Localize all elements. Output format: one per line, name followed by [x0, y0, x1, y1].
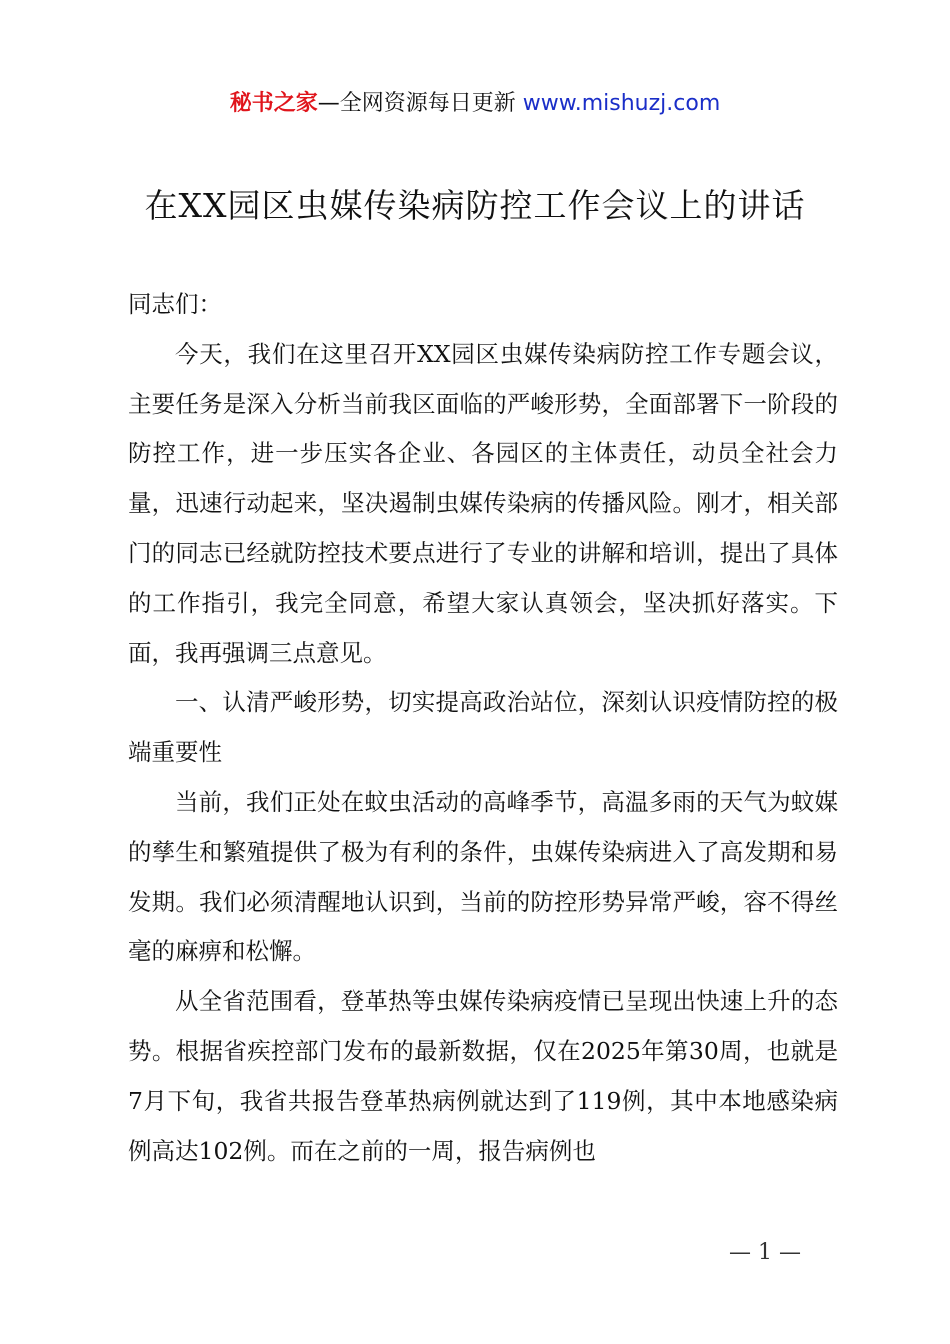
site-header	[0, 88, 950, 120]
site-brand: 秘书之家	[229, 91, 318, 116]
site-slogan: —全网资源每日更新	[317, 91, 523, 116]
site-url-link[interactable]: www.mishuzj.com	[522, 91, 721, 116]
paragraph-province-data: 从全省范围看，登革热等虫媒传染病疫情已呈现出快速上升的态势。根据省疾控部门发布的最新数据，仅在2025年第30周，也就是7月下旬，我省共报告登革热病例就达到了119例，其中本地感染病例高达102例。而在之前的一周，报告病例也	[128, 987, 838, 1165]
document-title: 在XX园区虫媒传染病防控工作会议上的讲话	[144, 186, 806, 225]
section-heading-1: 一、认清严峻形势，切实提高政治站位，深刻认识疫情防控的极端重要性	[128, 688, 838, 767]
document-body	[128, 280, 838, 1176]
page-number: — 1 —	[729, 1240, 801, 1265]
paragraph-intro: 今天，我们在这里召开XX园区虫媒传染病防控工作专题会议，主要任务是深入分析当前我区面临的严峻形势，全面部署下一阶段的防控工作，进一步压实各企业、各园区的主体责任，动员全社会力量，迅速行动起来，坚决遏制虫媒传染病的传播风险。刚才，相关部门的同志已经就防控技术要点进行了专业的讲解和培训，提出了具体的工作指引，我完全同意，希望大家认真领会，坚决抓好落实。下面，我再强调三点意见。	[128, 339, 838, 667]
salutation: 同志们：	[128, 290, 222, 318]
paragraph-situation: 当前，我们正处在蚊虫活动的高峰季节，高温多雨的天气为蚊媒的孳生和繁殖提供了极为有利的条件，虫媒传染病进入了高发期和易发期。我们必须清醒地认识到，当前的防控形势异常严峻，容不得丝毫的麻痹和松懈。	[128, 787, 838, 966]
